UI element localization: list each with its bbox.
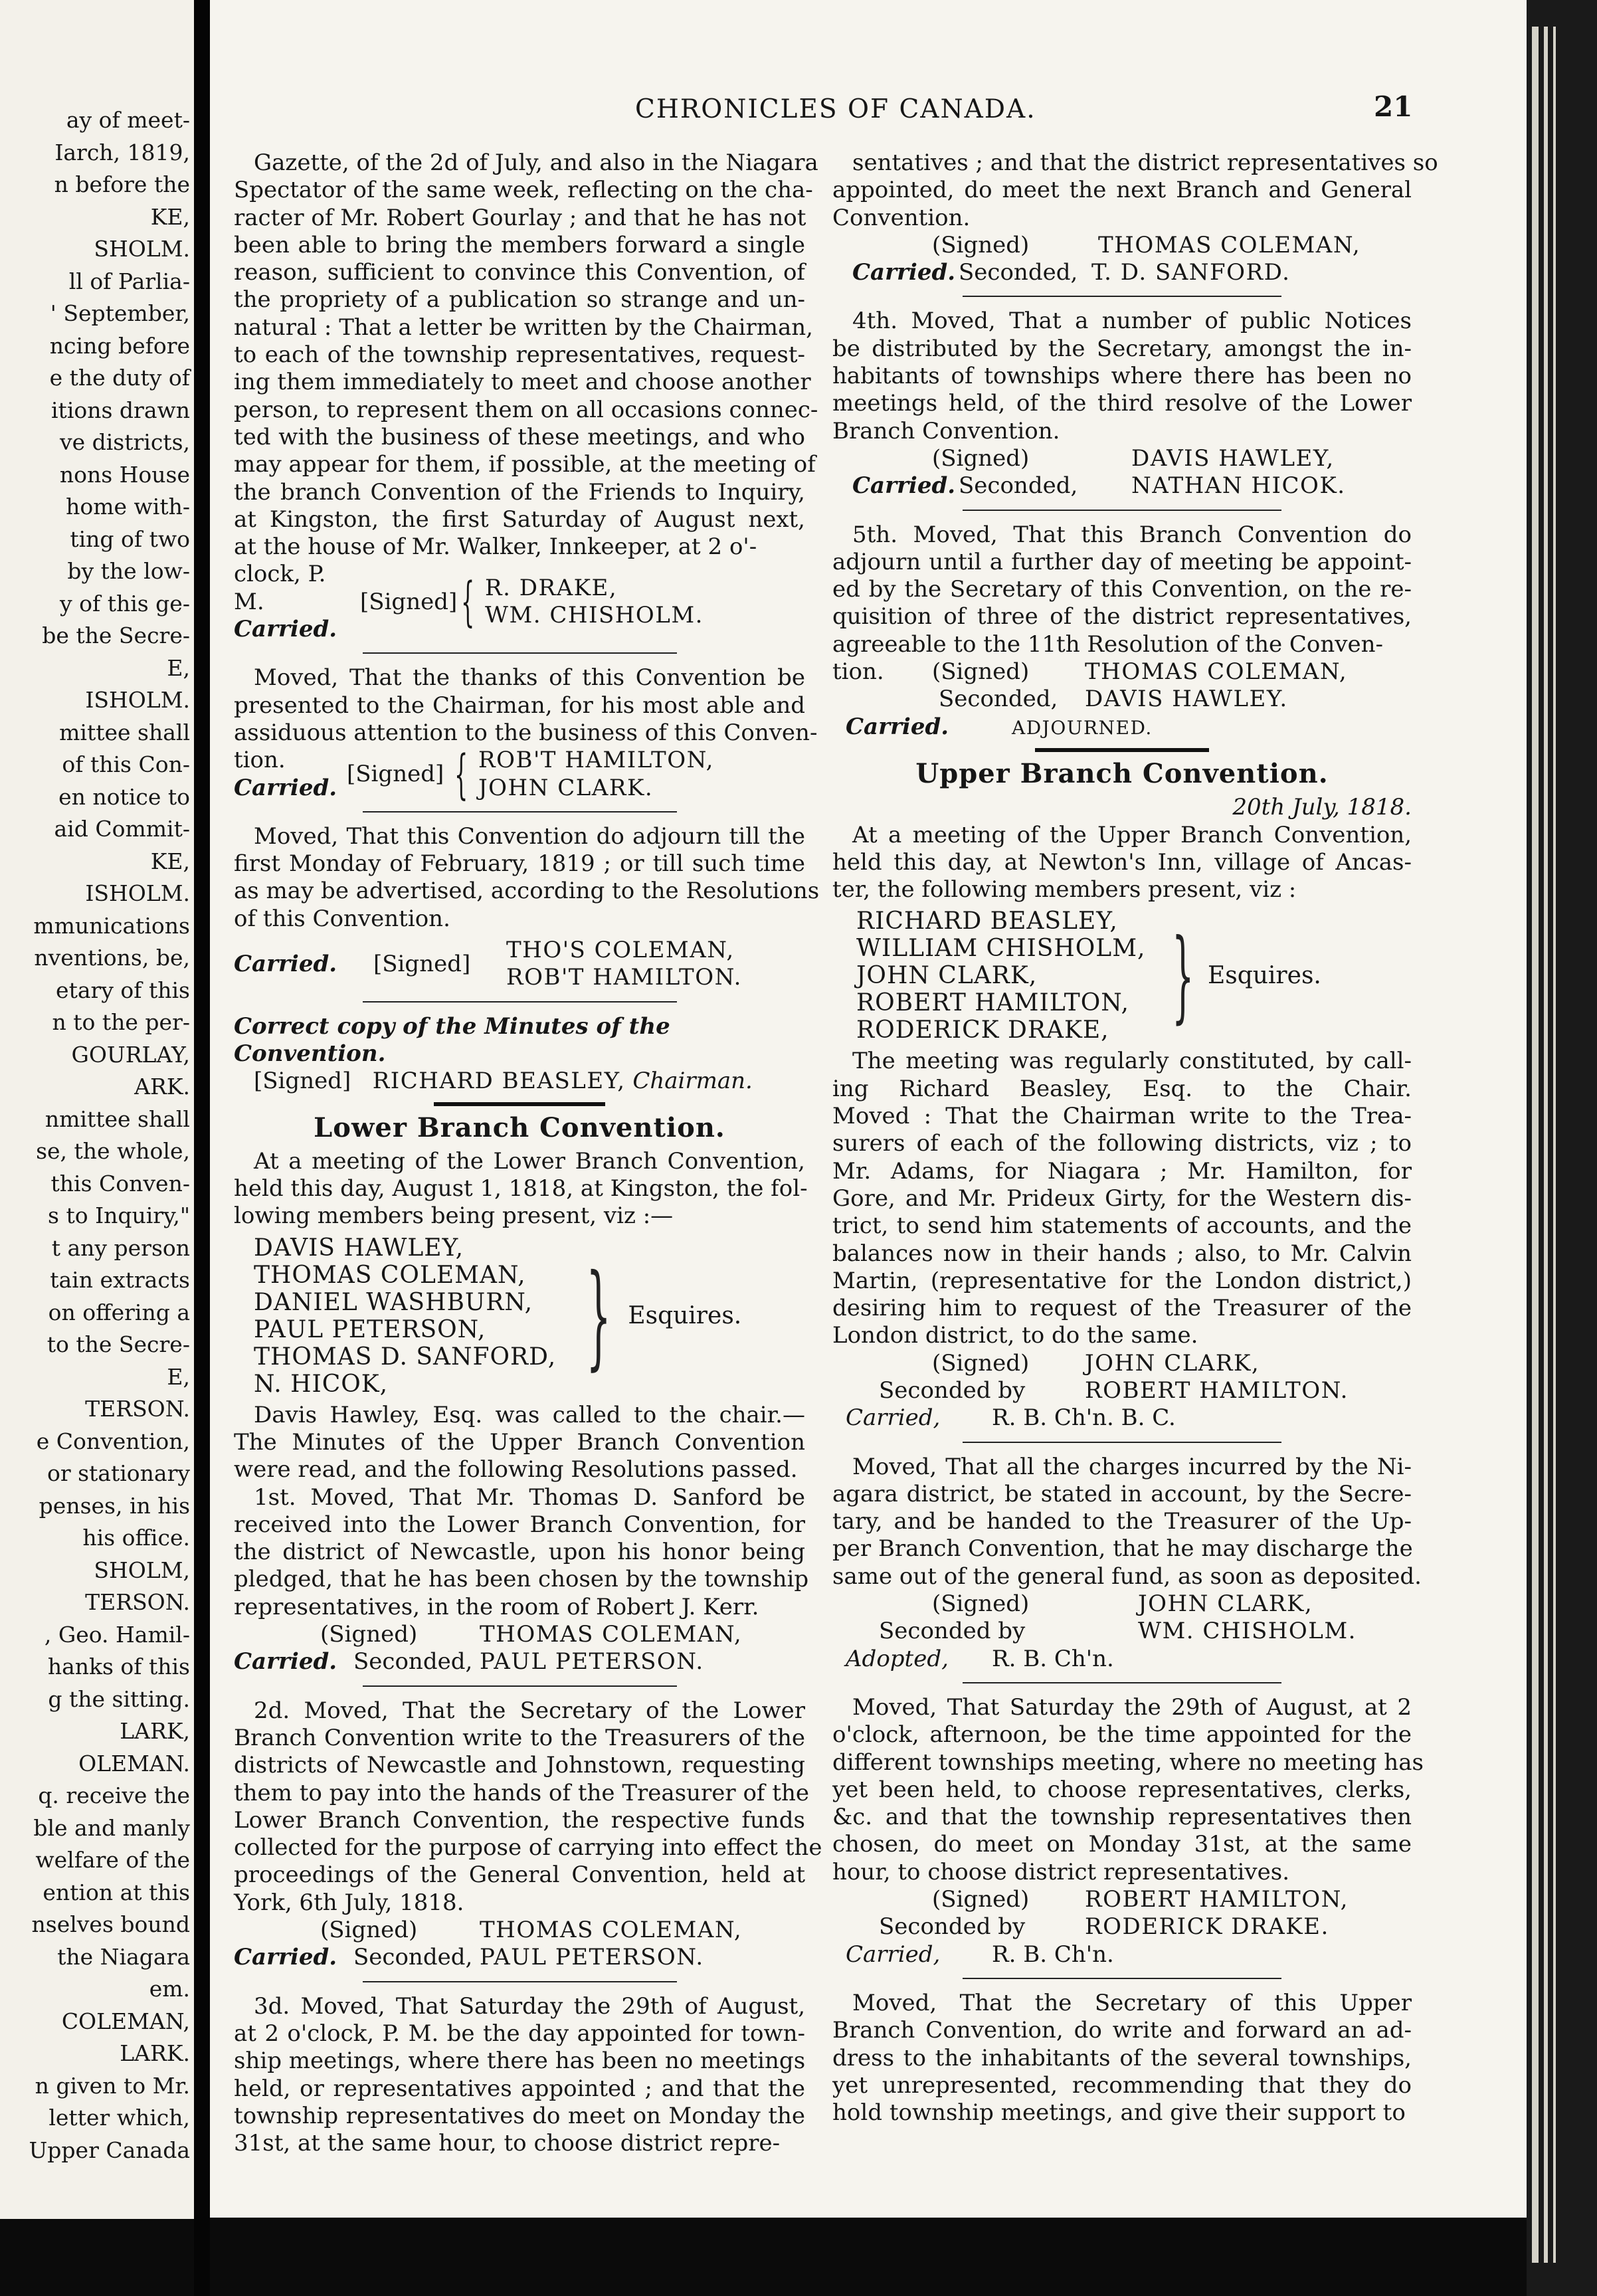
brace-glyph: } (586, 1250, 612, 1382)
carried-label: Carried. (234, 1648, 337, 1675)
sig-left: clock, P. M. (234, 561, 326, 615)
member-names (254, 1234, 556, 1398)
fragment-line: on offering a (48, 1299, 190, 1325)
seconded-label: Seconded, (959, 472, 1078, 500)
carried-label: Carried. (846, 713, 949, 740)
fragment-line: ble and manly (33, 1814, 190, 1841)
paragraph (832, 1453, 1422, 1590)
seconded-label: Seconded by (879, 1618, 1026, 1645)
fragment-line: hanks of this (47, 1654, 190, 1679)
member-names (856, 908, 1146, 1044)
text-line: ship meetings, where there has been no meetings (234, 2048, 806, 2075)
text-line: London district, to do the same. (832, 1322, 1198, 1349)
text-line: collected for the purpose of carrying into effect the (234, 1834, 822, 1862)
member-name: RICHARD BEASLEY, (856, 908, 1118, 935)
running-header: CHRONICLES OF CANADA. (635, 94, 1036, 124)
signatory: R. DRAKE, (485, 575, 618, 602)
fragment-line: aid Commit- (54, 816, 190, 842)
paragraph (832, 1048, 1412, 1349)
text-line: ing them immediately to meet and choose another (234, 369, 811, 396)
text-line: trict, to send him statements of accounts, and the (832, 1212, 1412, 1240)
fragment-line: E, (167, 654, 190, 681)
brace-glyph: } (1171, 917, 1194, 1034)
signature-block (832, 1886, 1412, 1968)
signed-label: [Signed] (373, 950, 471, 977)
signature-block (832, 1590, 1412, 1673)
fragment-line: SHOLM, (94, 1557, 190, 1583)
signatory: RICHARD BEASLEY, (372, 1068, 626, 1095)
text-line: tary, and be handed to the Treasurer of the Up- (832, 1508, 1412, 1535)
fragment-line: KE, (150, 848, 190, 874)
text-line: ed by the Secretary of this Convention, on the re- (832, 576, 1412, 603)
signed-label: (Signed) (320, 1917, 418, 1944)
text-line: pledged, that he has been chosen by the township (234, 1566, 809, 1593)
text-line: at 2 o'clock, P. M. be the day appointed for town- (234, 2020, 805, 2047)
text-line: Gore, and Mr. Prideux Girty, for the Western dis- (832, 1185, 1412, 1212)
fragment-line: q. receive the (38, 1782, 190, 1808)
text-line: Moved, That Saturday the 29th of August, at 2 (852, 1693, 1412, 1721)
carried-label: Carried. (234, 950, 337, 977)
fragment-line: se, the whole, (36, 1138, 190, 1164)
paragraph (234, 1402, 805, 1484)
divider (963, 1442, 1281, 1443)
text-line: received into the Lower Branch Convention, for (234, 1511, 805, 1538)
member-name: THOMAS D. SANFORD, (254, 1343, 557, 1371)
fragment-line: ARK. (134, 1074, 190, 1100)
fragment-line: KE, (150, 203, 190, 230)
paragraph (234, 1697, 822, 1917)
paragraph (234, 149, 818, 561)
fragment-line: penses, in his (39, 1492, 190, 1519)
fragment-line: mmunications (33, 912, 190, 939)
seconded-label: Seconded, (959, 259, 1078, 286)
fragment-line: letter which, (48, 2105, 190, 2131)
fragment-line: s to Inquiry," (48, 1202, 190, 1228)
member-name: JOHN CLARK, (856, 962, 1038, 990)
esquires-label: Esquires. (1207, 962, 1321, 990)
fragment-line: GOURLAY, (71, 1041, 190, 1068)
text-line: quisition of three of the district representatives, (832, 603, 1412, 630)
seconded-label: Seconded, (353, 1944, 473, 1971)
signed-label: (Signed) (932, 231, 1030, 258)
fragment-line: nventions, be, (34, 945, 190, 971)
text-line: to each of the township representatives, request- (234, 341, 805, 369)
text-line: Branch Convention write to the Treasurers of the (234, 1724, 805, 1751)
text-line: them to pay into the hands of the Treasurer of the (234, 1779, 810, 1806)
text-line: township representatives do meet on Monday the (234, 2102, 805, 2129)
chairman-signature (254, 1068, 805, 1095)
paragraph (234, 1993, 805, 2158)
fragment-line: nselves bound (31, 1911, 190, 1937)
signature-block (832, 1350, 1412, 1432)
signature-block (832, 445, 1412, 500)
text-line: habitants of townships where there has been no (832, 363, 1412, 390)
signature-block (832, 232, 1412, 287)
brace-glyph: { (461, 571, 475, 633)
fragment-line: ve districts, (59, 429, 190, 455)
fragment-line: or stationary (47, 1460, 190, 1486)
fragment-line: nons House (59, 461, 190, 488)
chair-initials: R. B. Ch'n. (992, 1941, 1114, 1968)
signatory: RODERICK DRAKE. (1085, 1913, 1329, 1941)
text-line: the branch Convention of the Friends to Inquiry, (234, 478, 805, 506)
signatory: WM. CHISHOLM. (485, 602, 704, 629)
text-line: desiring him to request of the Treasurer of the (832, 1295, 1412, 1322)
text-line: chosen, do meet on Monday 31st, at the same (832, 1831, 1412, 1858)
text-line: as may be advertised, according to the Resolutions (234, 878, 820, 905)
text-line: districts of Newcastle and Johnstown, requesting (234, 1752, 805, 1779)
fragment-line: ay of meet- (66, 107, 190, 133)
section-heading: Lower Branch Convention. (314, 1111, 725, 1143)
text-line: representatives, in the room of Robert J. Kerr. (234, 1593, 759, 1620)
text-line: 5th. Moved, That this Branch Convention do (852, 521, 1412, 548)
signature-block (234, 743, 805, 805)
signatory: THO'S COLEMAN, (506, 937, 735, 964)
divider (963, 1978, 1281, 1979)
fragment-line: ISHOLM. (85, 687, 190, 713)
seconded-label: Seconded, (353, 1648, 473, 1675)
text-line: Branch Convention. (832, 417, 1060, 444)
fragment-line: E, (167, 1363, 190, 1390)
text-line: at Kingston, the first Saturday of August next, (234, 506, 805, 533)
text-line: ted with the business of these meetings, and who (234, 423, 805, 450)
sig-left: tion. (234, 747, 286, 774)
text-line: York, 6th July, 1818. (234, 1889, 464, 1916)
text-line: 31st, at the same hour, to choose district repre- (234, 2130, 781, 2157)
text-line: lowing members being present, viz :— (234, 1202, 674, 1230)
fragment-line: tain extracts (50, 1267, 190, 1293)
signed-label: (Signed) (320, 1621, 418, 1648)
signature-block (234, 1621, 805, 1676)
text-line: person, to represent them on all occasions connec- (234, 396, 818, 423)
text-line: agara district, be stated in account, by the Secre- (832, 1480, 1412, 1507)
carried-label: Carried. (852, 472, 956, 500)
fragment-line: n before the (54, 171, 190, 197)
fragment-line: mittee shall (59, 719, 190, 745)
text-line: surers of each of the following districts, viz ; to (832, 1130, 1412, 1157)
text-line: ter, the following members present, viz : (832, 876, 1297, 904)
paragraph (234, 1147, 808, 1230)
text-line: adjourn until a further day of meeting be appoint- (832, 548, 1412, 575)
text-line: Gazette, of the 2d of July, and also in the Niagara (254, 149, 818, 176)
fragment-line: TERSON. (85, 1396, 190, 1422)
esquires-label: Esquires. (628, 1302, 742, 1330)
text-line: may appear for them, if possible, at the meeting of (234, 451, 816, 478)
sig-left: tion. (832, 658, 884, 686)
fragment-line: this Conven- (50, 1170, 190, 1196)
text-line: At a meeting of the Lower Branch Convention, (254, 1147, 805, 1175)
fragment-line: his office. (82, 1525, 190, 1551)
fragment-line: y of this ge- (59, 590, 190, 617)
signatory: ROBERT HAMILTON. (1085, 1377, 1349, 1404)
signatory: DAVIS HAWLEY. (1085, 686, 1288, 713)
left-column (234, 149, 822, 2157)
member-name: RODERICK DRAKE, (856, 1016, 1109, 1044)
fragment-line: ting of two (70, 526, 190, 552)
divider (363, 1685, 677, 1687)
signatory: THOMAS COLEMAN, (1098, 231, 1361, 258)
right-column (832, 149, 1438, 2127)
role: Chairman. (632, 1068, 753, 1095)
signature-block (234, 561, 805, 643)
signatory: ROB'T HAMILTON, (478, 747, 714, 774)
fragment-line: etary of this (56, 977, 190, 1003)
signature-block (234, 1917, 805, 1972)
text-line: racter of Mr. Robert Gourlay ; and that he has not (234, 204, 806, 231)
previous-page-fragment (0, 0, 194, 2219)
signed-label: (Signed) (932, 1590, 1030, 1618)
text-line: presented to the Chairman, for his most able and (234, 692, 805, 719)
chair-initials: R. B. Ch'n. (992, 1645, 1114, 1672)
carried-label: Adopted, (846, 1645, 949, 1672)
signatory: THOMAS COLEMAN, (480, 1621, 743, 1648)
text-line: agreeable to the 11th Resolution of the Conven- (832, 630, 1383, 658)
text-line: different townships meeting, where no meeting has (832, 1749, 1424, 1776)
carried-label: Carried. (234, 774, 337, 801)
text-line: natural : That a letter be written by the Chairman, (234, 314, 813, 341)
fragment-line: g the sitting. (48, 1685, 190, 1712)
fragment-line: n given to Mr. (35, 2072, 190, 2099)
text-line: Convention. (832, 204, 971, 231)
divider (363, 1981, 677, 1982)
page-edge (1527, 0, 1597, 2296)
fragment-line: OLEMAN. (78, 1750, 190, 1776)
signatory: JOHN CLARK, (1138, 1590, 1313, 1618)
text-line: balances now in their hands ; also, to Mr. Calvin (832, 1240, 1412, 1267)
book-gutter (194, 0, 210, 2296)
section-heading: Upper Branch Convention. (915, 757, 1329, 789)
carried-label: Carried. (852, 259, 956, 286)
text-line: the propriety of a publication so strange and un- (234, 286, 805, 314)
text-line: sentatives ; and that the district representatives so (852, 149, 1438, 176)
text-line: at the house of Mr. Walker, Innkeeper, at 2 o'- (234, 533, 757, 561)
signatory: ROBERT HAMILTON, (1085, 1886, 1349, 1913)
divider (363, 1001, 677, 1003)
fragment-line: ention at this (43, 1879, 190, 1905)
text-line: yet been held, to choose representatives, clerks, (832, 1776, 1412, 1803)
member-name: WILLIAM CHISHOLM, (856, 935, 1146, 963)
fragment-line: en notice to (58, 783, 190, 810)
heavy-divider (434, 1102, 605, 1106)
signatory: THOMAS COLEMAN, (480, 1917, 743, 1944)
fragment-line: COLEMAN, (61, 2008, 190, 2034)
carried-label: Carried, (846, 1941, 941, 1968)
member-list (254, 1234, 805, 1398)
divider (363, 811, 677, 813)
paragraph (234, 1483, 809, 1621)
text-line: were read, and the following Resolutions passed. (234, 1456, 798, 1483)
fragment-line: ll of Parlia- (68, 268, 190, 294)
text-line: held this day, August 1, 1818, at Kingston, the fol- (234, 1175, 808, 1202)
correct-copy-note: Correct copy of the Minutes of the Convention. (234, 1012, 670, 1067)
text-line: the district of Newcastle, upon his honor being (234, 1539, 805, 1566)
fragment-line: ncing before (49, 332, 190, 359)
fragment-line: by the low- (67, 558, 190, 584)
signatory: PAUL PETERSON. (480, 1648, 704, 1675)
fragment-line: SHOLM. (94, 236, 190, 262)
text-line: Lower Branch Convention, the respective funds (234, 1806, 805, 1834)
text-line: Branch Convention, do write and forward an ad- (832, 2017, 1412, 2044)
text-line: The meeting was regularly constituted, by call- (852, 1048, 1412, 1075)
divider (963, 296, 1281, 297)
carried-label: Carried. (234, 1944, 337, 1971)
text-line: 2d. Moved, That the Secretary of the Lower (254, 1697, 805, 1724)
fragment-line: t any person (51, 1234, 190, 1261)
text-line: dress to the inhabitants of the several townships, (832, 2044, 1412, 2071)
text-line: meetings held, of the third resolve of the Lower (832, 390, 1412, 417)
text-line: reason, sufficient to convince this Convention, of (234, 259, 805, 286)
fragment-line: LARK, (120, 1718, 190, 1744)
text-line: Moved, That the Secretary of this Upper (852, 1989, 1412, 2016)
paragraph (832, 308, 1412, 444)
fragment-line: em. (149, 1976, 190, 2002)
signatory: DAVIS HAWLEY, (1131, 444, 1335, 472)
signed-label: (Signed) (932, 1349, 1030, 1377)
chair-initials: R. B. Ch'n. B. C. (992, 1404, 1176, 1432)
fragment-line: LARK. (120, 2040, 190, 2066)
text-line: been able to bring the members forward a single (234, 231, 805, 258)
text-line: assiduous attention to the business of this Conven- (234, 719, 818, 746)
signatory: NATHAN HICOK. (1131, 472, 1346, 500)
fragment-line: be the Secre- (42, 622, 190, 648)
fragment-line: e the duty of (49, 365, 190, 391)
signatory: THOMAS COLEMAN, (1085, 658, 1348, 686)
text-line: 1st. Moved, That Mr. Thomas D. Sanford be (254, 1483, 805, 1511)
signed-label: (Signed) (932, 444, 1030, 472)
text-line: of this Convention. (234, 905, 450, 932)
fragment-line: to the Secre- (47, 1331, 190, 1357)
signed-label: [Signed] (254, 1068, 351, 1095)
text-line: Moved, That this Convention do adjourn till the (254, 822, 805, 850)
paragraph (234, 822, 820, 933)
fragment-line: itions drawn (51, 397, 190, 423)
text-line: ing Richard Beasley, Esq. to the Chair. (832, 1075, 1412, 1102)
signatory: JOHN CLARK, (1085, 1349, 1260, 1377)
text-line: Moved : That the Chairman write to the Trea- (832, 1103, 1412, 1130)
text-line: be distributed by the Secretary, amongst the in- (832, 335, 1412, 362)
signed-label: (Signed) (932, 1886, 1030, 1913)
signed-label: [Signed] (347, 760, 444, 787)
fragment-line: , Geo. Hamil- (44, 1621, 190, 1648)
divider (963, 1682, 1281, 1683)
signed-label: (Signed) (932, 658, 1030, 686)
text-line: Moved, That all the charges incurred by the Ni- (852, 1453, 1412, 1480)
member-name: ROBERT HAMILTON, (856, 989, 1129, 1017)
fragment-line: ISHOLM. (85, 880, 190, 906)
text-line: held this day, at Newton's Inn, village of Ancas- (832, 848, 1412, 876)
signatory: T. D. SANFORD. (1091, 259, 1291, 286)
member-list (856, 908, 1412, 1044)
paragraph (832, 1990, 1412, 2127)
member-name: DANIEL WASHBURN, (254, 1288, 533, 1316)
member-name: THOMAS COLEMAN, (254, 1261, 526, 1289)
paragraph (832, 149, 1438, 232)
signed-label: [Signed] (360, 588, 458, 615)
signatory: JOHN CLARK. (478, 774, 654, 801)
text-line: per Branch Convention, that he may discharge the (832, 1535, 1413, 1563)
text-line: At a meeting of the Upper Branch Convention, (852, 821, 1412, 848)
fragment-line: home with- (66, 494, 190, 520)
signatory: ROB'T HAMILTON. (506, 964, 742, 991)
text-line: 4th. Moved, That a number of public Notices (852, 308, 1412, 335)
fragment-line: n to the per- (52, 1009, 190, 1035)
fragment-line: ' September, (50, 300, 190, 326)
fragment-line: Upper Canada (29, 2137, 190, 2163)
text-line: hold township meetings, and give their support to (832, 2099, 1406, 2127)
divider (963, 510, 1281, 511)
page (210, 0, 1527, 2218)
text-line: same out of the general fund, as soon as deposited. (832, 1563, 1422, 1590)
paragraph (832, 1693, 1424, 1886)
brace-glyph: { (454, 743, 468, 805)
page-number: 21 (1374, 90, 1413, 123)
text-line: hour, to choose district representatives. (832, 1858, 1290, 1885)
text-line: Spectator of the same week, reflecting on the cha- (234, 177, 813, 204)
text-line: Mr. Adams, for Niagara ; Mr. Hamilton, for (832, 1157, 1412, 1185)
text-line: o'clock, afternoon, be the time appointed for the (832, 1721, 1412, 1749)
adjourned-label: ADJOURNED. (1012, 716, 1153, 739)
carried-label: Carried. (234, 616, 337, 643)
fragment-line: nmittee shall (45, 1105, 190, 1132)
signatory: PAUL PETERSON. (480, 1944, 704, 1971)
text-line: 3d. Moved, That Saturday the 29th of August, (254, 1992, 805, 2020)
fragment-line: the Niagara (57, 1943, 190, 1970)
fragment-line: Iarch, 1819, (54, 139, 190, 165)
text-line: yet unrepresented, recommending that they do (832, 2071, 1412, 2099)
text-line: Moved, That the thanks of this Convention be (254, 664, 805, 692)
fragment-line: welfare of the (35, 1847, 190, 1873)
signature-block (832, 658, 1412, 741)
seconded-label: Seconded by (879, 1913, 1026, 1941)
paragraph (832, 822, 1412, 904)
member-name: DAVIS HAWLEY, (254, 1234, 464, 1262)
member-name: PAUL PETERSON, (254, 1315, 486, 1343)
text-line: appointed, do meet the next Branch and General (832, 177, 1412, 204)
member-name: N. HICOK, (254, 1370, 389, 1398)
divider (363, 652, 677, 654)
fragment-line: e Convention, (36, 1428, 190, 1454)
text-line: Martin, (representative for the London district,) (832, 1267, 1412, 1294)
signatory: WM. CHISHOLM. (1138, 1618, 1357, 1645)
seconded-label: Seconded by (879, 1377, 1026, 1404)
signature-block (234, 937, 805, 992)
fragment-line: of this Con- (62, 751, 190, 777)
text-line: &c. and that the township representatives then (832, 1804, 1412, 1831)
text-line: The Minutes of the Upper Branch Convention (234, 1428, 805, 1456)
text-line: Davis Hawley, Esq. was called to the chair.— (254, 1401, 805, 1428)
text-line: first Monday of February, 1819 ; or till such time (234, 850, 805, 878)
seconded-label: Seconded, (939, 686, 1058, 713)
dateline: 20th July, 1818. (1232, 794, 1412, 821)
carried-label: Carried, (846, 1404, 941, 1432)
paragraph (832, 522, 1412, 658)
heavy-divider (1035, 748, 1209, 752)
fragment-line: TERSON. (85, 1589, 190, 1615)
text-line: held, or representatives appointed ; and that the (234, 2075, 805, 2102)
paragraph (234, 664, 818, 747)
text-line: proceedings of the General Convention, held at (234, 1862, 805, 1889)
